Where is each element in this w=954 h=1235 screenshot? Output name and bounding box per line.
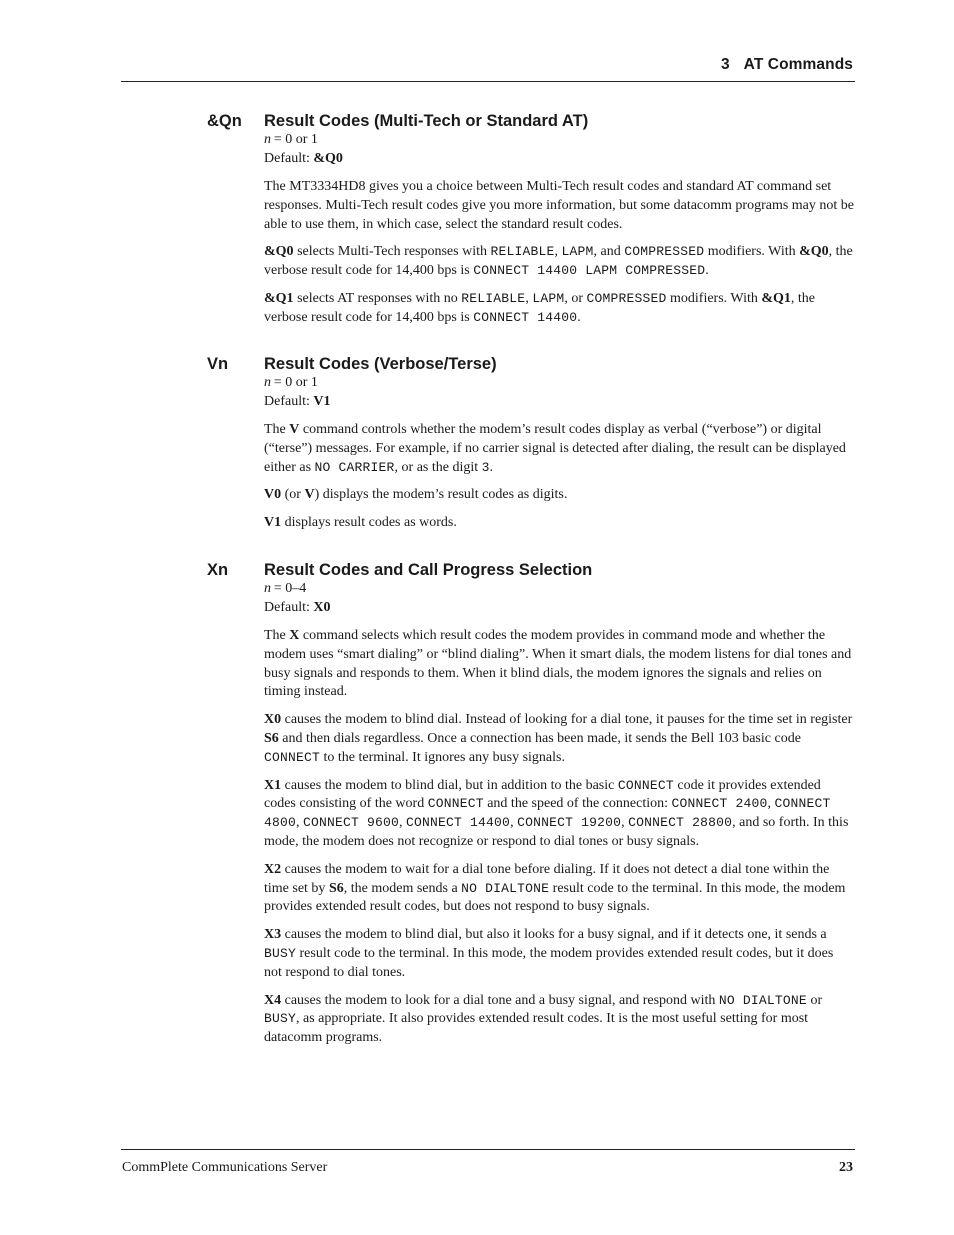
text-run: command selects which result codes the modem provides in command mode and whether the modem uses “smart dialing” or “blind dialing”. When it smart dials, the modem listens for dial tones and busy signals and responds to them. When it blind dials, the modem ignores the signals and relies on timing instead. — [264, 628, 852, 700]
text-run: , and so forth. In this mode, the modem does not recognize or respond to dial tones or busy signals. — [264, 815, 849, 849]
bold-term: V — [289, 422, 300, 437]
code-literal: CONNECT 2400 — [671, 796, 768, 812]
paragraph — [264, 421, 854, 477]
text-run: The MT3334HD8 gives you a choice between Multi-Tech result codes and standard AT command set responses. Multi-Tech result codes give you more information, but some datacomm programs may not be able to use them, in which case, select the standard result codes. — [264, 179, 854, 232]
paragraph — [264, 777, 854, 852]
code-literal: CONNECT 14400 LAPM COMPRESSED — [473, 263, 706, 279]
text-run: causes the modem to look for a dial tone and a busy signal, and respond with — [281, 992, 719, 1008]
default-line: Default: &Q0 — [264, 150, 343, 166]
text-run: causes the modem to blind dial, but also it looks for a busy signal, and if it detects one, it sends a — [281, 927, 827, 943]
code-literal: LAPM — [561, 244, 594, 260]
code-literal: CONNECT — [617, 777, 674, 793]
text-run: ) displays the modem’s result codes as digits. — [314, 487, 568, 503]
text-run: causes the modem to wait for a dial tone before dialing. If it does not detect a dial tone within the time set by — [264, 861, 830, 896]
text-run: command controls whether the modem’s result codes display as verbal (“verbose”) or digital (“terse”) messages. For example, if no carrier signal is detected after dialing, the result can be displayed either as — [264, 422, 846, 475]
chapter-number: 3 — [720, 56, 730, 73]
code-literal: COMPRESSED — [586, 290, 667, 306]
bold-term: &Q0 — [799, 244, 829, 260]
section-body — [264, 355, 854, 533]
default-line: Default: V1 — [264, 393, 331, 409]
text-run: , — [621, 815, 629, 831]
bold-term: X2 — [264, 861, 282, 877]
code-literal: RELIABLE — [490, 244, 555, 260]
code-literal: BUSY — [264, 1011, 297, 1027]
code-literal: CONNECT 28800 — [628, 815, 733, 831]
text-run: , — [525, 290, 533, 306]
section-title: Result Codes (Verbose/Terse) — [264, 355, 497, 373]
bold-term: &Q0 — [264, 244, 294, 260]
code-literal: CONNECT 14400 — [473, 309, 578, 325]
section-body — [264, 112, 854, 328]
header-rule — [121, 81, 855, 82]
text-run: , the verbose result code for 14,400 bps is — [264, 290, 816, 325]
text-run: and then dials regardless. Once a connection has been made, it sends the Bell 103 basic code — [278, 730, 801, 746]
bold-term: V0 — [264, 487, 282, 503]
command-name: Vn — [207, 355, 229, 373]
bold-term: X3 — [264, 927, 282, 943]
command-name: &Qn — [207, 112, 242, 130]
bold-term: &Q1 — [264, 290, 294, 306]
text-run: displays result codes as words. — [281, 515, 457, 531]
text-run: result code to the terminal. In this mode, the modem provides extended result codes, but it does not respond to dial tones. — [264, 945, 834, 980]
bold-term: X4 — [264, 992, 282, 1008]
text-run: or — [806, 992, 823, 1008]
page-number: 23 — [839, 1160, 853, 1175]
text-run: causes the modem to blind dial. Instead of looking for a dial tone, it pauses for the time set in register — [281, 712, 853, 728]
paragraph — [264, 861, 854, 917]
code-literal: RELIABLE — [461, 290, 526, 306]
text-run: , — [399, 815, 407, 831]
paragraph — [264, 290, 854, 328]
paragraph — [264, 178, 854, 234]
text-run: and the speed of the connection: — [483, 796, 672, 812]
command-name: Xn — [207, 561, 229, 579]
chapter-title: AT Commands — [743, 56, 853, 73]
text-run: , or as the digit — [394, 459, 482, 475]
text-run: . — [489, 459, 494, 475]
default-line: Default: X0 — [264, 599, 331, 615]
bold-term: &Q1 — [761, 290, 791, 306]
text-run: (or — [281, 487, 305, 503]
n-range: n = 0 or 1 — [264, 132, 318, 147]
bold-term: X — [289, 628, 300, 643]
code-literal: LAPM — [532, 290, 565, 306]
text-run: result code to the terminal. In this mode, the modem provides extended result codes, but does not respond to busy signals. — [264, 880, 846, 915]
text-run: , or — [564, 290, 587, 306]
paragraph — [264, 926, 854, 982]
footer-rule — [121, 1149, 855, 1150]
code-literal: CONNECT 14400 — [406, 815, 511, 831]
text-run: . — [705, 263, 709, 279]
text-run: , — [554, 244, 562, 260]
code-literal: NO CARRIER — [314, 459, 395, 475]
paragraph — [264, 514, 854, 533]
section-body — [264, 561, 854, 1048]
bold-term: S6 — [328, 880, 344, 896]
text-run: The — [264, 628, 290, 643]
paragraph — [264, 711, 854, 767]
code-literal: BUSY — [264, 945, 297, 961]
bold-term: V1 — [264, 515, 282, 531]
code-literal: CONNECT — [264, 749, 321, 765]
text-run: causes the modem to blind dial, but in addition to the basic — [281, 777, 618, 793]
text-run: . — [577, 309, 581, 325]
text-run: selects Multi-Tech responses with — [293, 244, 491, 260]
text-run: , — [767, 796, 775, 812]
paragraph — [264, 992, 854, 1048]
bold-term: V — [304, 487, 315, 503]
text-run: code it provides extended codes consisting of the word — [264, 777, 821, 812]
bold-term: X0 — [264, 712, 282, 728]
text-run: , — [510, 815, 518, 831]
code-literal: CONNECT 9600 — [303, 815, 400, 831]
code-literal: NO DIALTONE — [718, 992, 807, 1008]
code-literal: NO DIALTONE — [461, 880, 550, 896]
paragraph — [264, 486, 854, 505]
section-title: Result Codes (Multi-Tech or Standard AT) — [264, 112, 589, 130]
n-range: n = 0–4 — [264, 581, 307, 596]
paragraph — [264, 627, 854, 702]
footer-title: CommPlete Communications Server — [122, 1160, 328, 1175]
bold-term: S6 — [264, 730, 279, 746]
text-run: to the terminal. It ignores any busy signals. — [320, 749, 565, 765]
text-run: , — [296, 815, 304, 831]
code-literal: CONNECT — [427, 796, 484, 812]
text-run: modifiers. With — [666, 290, 762, 306]
code-literal: COMPRESSED — [624, 244, 705, 260]
text-run: , as appropriate. It also provides extended result codes. It is the most useful setting for most datacomm programs. — [264, 1011, 809, 1046]
bold-term: X1 — [264, 777, 282, 793]
text-run: The — [264, 422, 290, 437]
paragraph — [264, 243, 854, 281]
text-run: modifiers. With — [704, 244, 800, 260]
text-run: , and — [593, 244, 625, 260]
code-literal: 3 — [481, 459, 490, 475]
text-run: selects AT responses with no — [293, 290, 462, 306]
text-run: , the verbose result code for 14,400 bps is — [264, 244, 853, 279]
code-literal: CONNECT 4800 — [264, 796, 831, 831]
n-range: n = 0 or 1 — [264, 375, 318, 390]
code-literal: CONNECT 19200 — [517, 815, 622, 831]
section-title: Result Codes and Call Progress Selection — [264, 561, 593, 579]
running-header — [721, 56, 853, 74]
text-run: , the modem sends a — [343, 880, 462, 896]
